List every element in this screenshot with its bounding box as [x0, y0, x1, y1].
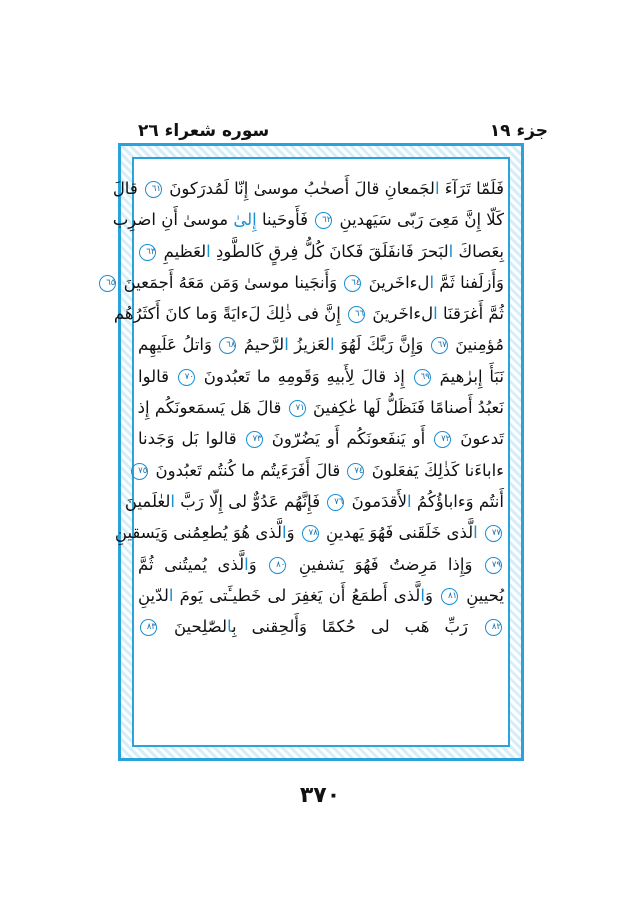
verse-number-marker: ٨٣	[140, 619, 157, 636]
text-line	[113, 298, 504, 329]
text-segment: فَإِنَّهُم عَدُوٌّ لى إِلّا رَبَّ	[175, 491, 326, 511]
quran-text	[106, 173, 505, 739]
highlighted-text: ا	[170, 491, 176, 511]
verse-number-marker: ٦٢	[315, 212, 332, 229]
text-segment: لعَظيمِ	[158, 241, 207, 261]
text-segment: قالَ هَل يَسمَعونَكُم إِذ	[137, 398, 287, 418]
text-segment: نَبَأَ إِبرٰهيمَ	[432, 366, 504, 386]
highlighted-text: ا	[284, 335, 289, 355]
text-segment: موسىٰ أَنِ اضرِب	[112, 210, 234, 230]
text-line	[138, 392, 504, 423]
text-line	[138, 549, 504, 580]
highlighted-text: إِلىٰ	[233, 210, 257, 230]
text-segment: أَو يَنفَعونَكُم أَو يَضُرّونَ	[264, 429, 433, 449]
verse-number-marker: ٦٩	[414, 369, 431, 386]
text-segment: قالوا بَل وَجَدنا	[138, 429, 244, 449]
highlighted-text: ا	[420, 585, 425, 605]
text-segment: قالوا	[138, 366, 176, 386]
verse-number-marker: ٧٢	[434, 431, 451, 448]
verse-number-marker: ٦٧	[431, 337, 448, 354]
text-segment	[478, 523, 483, 542]
verse-number-marker: ٦٣	[139, 244, 156, 261]
text-segment: ءاباءَنا كَذٰلِكَ يَفعَلونَ	[366, 460, 504, 480]
text-segment: وَأَنجَينا موسىٰ وَمَن مَعَهُ أَجمَعينَ	[118, 272, 343, 292]
text-panel	[106, 157, 510, 747]
text-line	[124, 486, 504, 517]
highlighted-text: ا	[281, 523, 287, 543]
page-number: ٣٧٠	[299, 783, 341, 808]
highlighted-text: ا	[227, 617, 233, 637]
text-segment: قالَ	[112, 179, 143, 198]
text-segment: لعٰلَمينَ	[124, 491, 171, 511]
text-segment: لَّذى هُوَ يُطعِمُنى وَيَسقينِ	[114, 523, 282, 543]
text-segment: لَّذى يُميتُنى ثُمَّ	[138, 554, 245, 574]
verse-number-marker: ٦٨	[219, 337, 236, 354]
text-segment: أَنتُم وَءاباؤُكُمُ	[411, 491, 504, 511]
text-segment: وَإِذا مَرِضتُ فَهُوَ يَشفينِ	[288, 554, 483, 574]
verse-number-marker: ٧٣	[246, 431, 263, 448]
highlighted-text: ا	[206, 241, 211, 261]
verse-number-marker: ٦٤	[344, 275, 361, 292]
text-segment: وَإِنَّ رَبَّكَ لَهُوَ	[334, 335, 429, 355]
text-segment: وَأَزلَفنا ثَمَّ	[434, 272, 504, 292]
text-segment: لعَزيزُ	[288, 335, 331, 355]
text-segment: لصّٰلِحينَ	[159, 617, 227, 637]
text-segment: لأَقدَمونَ	[346, 491, 408, 511]
text-line	[138, 580, 504, 611]
verse-number-marker: ٧٠	[178, 369, 195, 386]
text-line	[138, 236, 504, 267]
highlighted-text: ا	[407, 491, 412, 511]
text-segment: إِذ قالَ لِأَبيهِ وَقَومِهِ ما تَعبُدونَ	[196, 366, 412, 386]
text-segment: إِنَّ فى ذٰلِكَ لَءايَةً وَما كانَ أَكثَرُهُم	[113, 304, 347, 324]
text-segment: نَعبُدُ أَصنامًا فَنَظَلُّ لَها عٰكِفينَ	[307, 398, 504, 418]
text-segment: فَلَمّا تَرَآءَ	[439, 179, 504, 198]
highlighted-text: ا	[433, 304, 438, 324]
highlighted-text: ا	[168, 585, 174, 605]
text-segment: فَأَوحَينا	[256, 210, 314, 230]
text-segment: رَبِّ هَب لى حُكمًا وَأَلحِقنى بِ	[232, 617, 484, 637]
text-segment: كَلّا إِنَّ مَعِىَ رَبّى سَيَهدينِ	[334, 210, 504, 230]
text-line	[112, 173, 504, 204]
verse-number-marker: ٧٩	[485, 557, 502, 574]
verse-number-marker: ٦١	[145, 181, 162, 198]
text-segment: لدّينِ	[138, 585, 169, 605]
verse-number-marker: ٦٥	[99, 275, 116, 292]
text-segment: وَ	[424, 585, 440, 605]
text-segment: لَّذى خَلَقَنى فَهُوَ يَهدينِ	[320, 523, 474, 543]
verse-number-marker: ٧٤	[347, 463, 364, 480]
text-line	[138, 455, 504, 486]
text-segment: وَاتلُ عَلَيهِم	[138, 335, 218, 355]
highlighted-text: ا	[448, 241, 454, 261]
highlighted-text: ا	[434, 179, 440, 198]
verse-number-marker: ٧٥	[131, 463, 148, 480]
page-frame	[106, 143, 524, 761]
verse-number-marker: ٨١	[441, 588, 458, 605]
text-segment: لءاخَرينَ	[367, 304, 434, 324]
highlighted-text: ا	[244, 554, 249, 574]
text-line	[106, 267, 504, 298]
text-segment: ثُمَّ أَغرَقنَا	[437, 304, 504, 324]
text-line	[138, 361, 504, 392]
verse-number-marker: ٧٧	[485, 525, 502, 542]
verse-number-marker: ٧٦	[327, 494, 344, 511]
text-segment: لبَحرَ فَانفَلَقَ فَكانَ كُلُّ فِرقٍ كَالطَّودِ	[210, 241, 449, 261]
text-line	[114, 517, 504, 548]
verse-number-marker: ٨٠	[269, 557, 286, 574]
text-line	[112, 204, 504, 235]
juz-label: جزء ١٩	[489, 121, 548, 141]
text-segment: لَّذى أَطمَعُ أَن يَغفِرَ لى خَطيـَٔتى يَومَ	[173, 585, 421, 605]
highlighted-text: ا	[429, 272, 435, 292]
text-line	[138, 329, 504, 360]
verse-number-marker: ٧٨	[302, 525, 319, 542]
text-segment: بِعَصاكَ	[453, 241, 504, 261]
highlighted-text: ا	[330, 335, 335, 355]
text-segment: وَ	[286, 523, 300, 543]
text-segment: لجَمعانِ قالَ أَصحٰبُ موسىٰ إِنّا لَمُدرَكونَ	[163, 179, 435, 198]
text-line	[138, 423, 504, 454]
text-segment: لءاخَرينَ	[363, 272, 430, 292]
verse-number-marker: ٨٢	[485, 619, 502, 636]
surah-label: سوره شعراء ٢٦	[138, 121, 270, 141]
text-segment: وَ	[248, 554, 268, 574]
text-segment: تَدعونَ	[453, 429, 504, 449]
text-line	[138, 611, 504, 642]
verse-number-marker: ٧١	[289, 400, 306, 417]
text-segment: يُحيينِ	[460, 585, 505, 605]
highlighted-text: ا	[473, 523, 478, 543]
verse-number-marker: ٦٦	[348, 306, 365, 323]
text-segment: لرَّحيمُ	[238, 335, 285, 355]
text-segment: قالَ أَفَرَءَيتُم ما كُنتُم تَعبُدونَ	[150, 460, 346, 480]
text-segment: مُؤمِنينَ	[449, 335, 504, 355]
